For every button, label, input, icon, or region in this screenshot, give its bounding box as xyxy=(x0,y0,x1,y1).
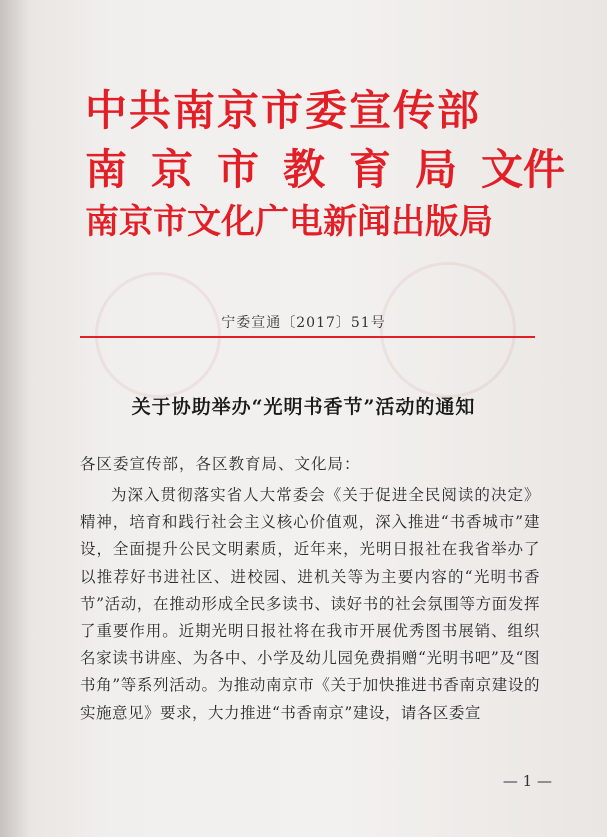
red-divider-line xyxy=(80,336,535,338)
header-org-line-2 xyxy=(85,137,565,197)
document-number: 宁委宣通〔2017〕51号 xyxy=(221,315,386,331)
faint-seal-left xyxy=(95,272,221,398)
document-title: 关于协助举办“光明书香节”活动的通知 xyxy=(131,396,476,418)
salutation: 各区委宣传部，各区教育局、文化局： xyxy=(80,455,361,473)
body-paragraph: 为深入贯彻落实省人大常委会《关于促进全民阅读的决定》精神，培育和践行社会主义核心价值观，深入推进“书香城市”建设，全面提升公民文明素质，近年来，光明日报社在我省举办了以推荐好书进社区、进校园、进机关等为主要内容的“光明书香节”活动，在推动形成全民多读书、读好书的社会氛围等方面发挥了重要作用。近期光明日报社将在我市开展优秀图书展销、组织名家读书讲座、为各中、小学及幼儿园免费捐赠“光明书吧”及“图书角”等系列活动。为推动南京市《关于加快推进书香南京建设的实施意见》要求，大力推进“书香南京”建设，请各区委宣 xyxy=(80,486,540,722)
header-org-line-2-name: 南京市教育局 xyxy=(85,145,482,194)
header-org-line-3: 南京市文化广电新闻出版局 xyxy=(85,202,493,242)
page-number: — 1 — xyxy=(502,772,552,790)
header-org-line-1: 中共南京市委宣传部 xyxy=(85,86,482,135)
header-wenjian-label: 文件 xyxy=(481,145,566,194)
